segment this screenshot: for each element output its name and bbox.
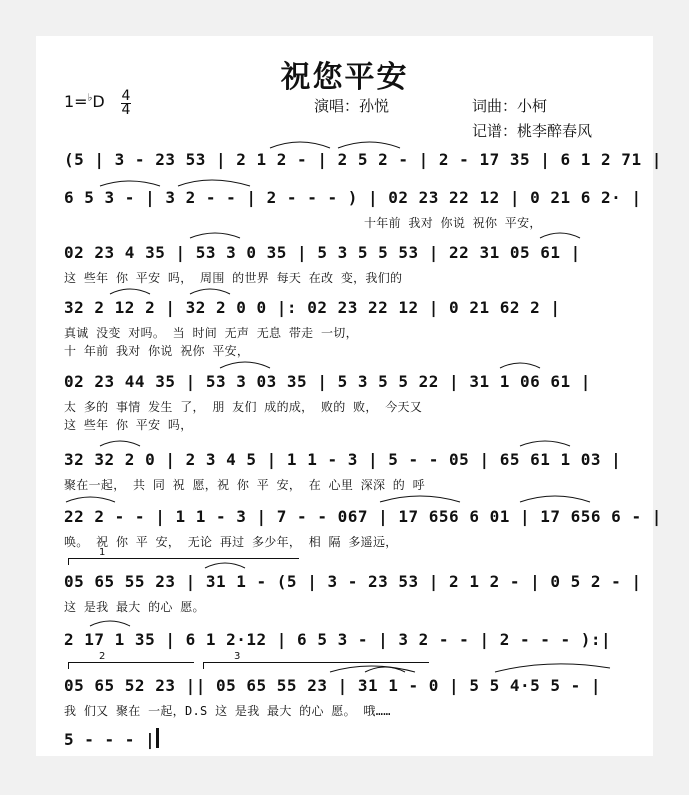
- slur-mark: [190, 289, 230, 294]
- flat-sign: ♭: [87, 92, 93, 104]
- time-signature-top: 4: [121, 88, 131, 104]
- slur-mark: [500, 363, 540, 368]
- notation-row-10: 05 65 52 23 || 05 65 55 23 | 31 1 - 0 | 5 5 4·5 5 - |: [64, 676, 602, 695]
- slur-mark: [495, 664, 610, 672]
- slur-mark: [540, 233, 580, 238]
- notation-row-7: 22 2 - - | 1 1 - 3 | 7 - - 067 | 17 656 6 01 | 17 656 6 - |: [64, 507, 662, 526]
- notation-row-6: 32 32 2 0 | 2 3 4 5 | 1 1 - 3 | 5 - - 05 | 65 61 1 03 |: [64, 450, 622, 469]
- key-note: D: [92, 92, 105, 111]
- lyric-row-6: 聚在一起， 共 同 祝 愿，祝 你 平 安， 在 心里 深深 的 呼: [64, 478, 425, 492]
- slur-mark: [220, 362, 270, 368]
- lyric-row-7: 唤。 祝 你 平 安， 无论 再过 多少年， 相 隔 多遥远，: [64, 535, 398, 549]
- notation-row-9: 2 17 1 35 | 6 1 2·12 | 6 5 3 - | 3 2 - - | 2 - - - ):|: [64, 630, 612, 649]
- lyric-row-8: 这 是我 最大 的心 愿。: [64, 600, 205, 614]
- notation-row-4: 32 2 12 2 | 32 2 0 0 |: 02 23 22 12 | 0 21 62 2 |: [64, 298, 561, 317]
- notation-row-3: 02 23 4 35 | 53 3 0 35 | 5 3 5 5 53 | 22 31 05 61 |: [64, 243, 581, 262]
- notation-row-11: 5 - - - |: [64, 730, 156, 749]
- slur-mark: [90, 621, 130, 626]
- slur-mark: [66, 497, 115, 502]
- slur-mark: [520, 496, 590, 502]
- key-prefix: 1=: [64, 92, 88, 111]
- slur-mark: [365, 667, 405, 672]
- slur-mark: [110, 289, 150, 294]
- lyric-row-4a: 真诚 没变 对吗。 当 时间 无声 无息 带走 一切，: [64, 326, 358, 340]
- lyric-row-5a: 太 多的 事情 发生 了， 朋 友们 成的成， 败的 败， 今天又: [64, 400, 423, 414]
- slur-mark: [100, 441, 140, 446]
- notation-row-2: 6 5 3 - | 3 2 - - | 2 - - - ) | 02 23 22 12 | 0 21 6 2· |: [64, 188, 642, 207]
- time-signature-bottom: 4: [121, 102, 131, 118]
- composer-credit: 词曲：小柯: [472, 97, 548, 115]
- transcriber-credit: 记谱：桃李醉春风: [472, 122, 593, 140]
- lyric-row-4b: 十 年前 我对 你说 祝你 平安，: [64, 344, 250, 358]
- slur-mark: [190, 233, 240, 238]
- slur-mark: [380, 496, 460, 502]
- slur-mark: [520, 441, 570, 446]
- slur-mark: [205, 563, 245, 568]
- singer-credit: 演唱：孙悦: [314, 97, 390, 115]
- slur-mark: [100, 181, 160, 186]
- volta-3-number: 3: [234, 651, 241, 662]
- song-title: 祝您平安: [280, 60, 409, 95]
- notation-row-8: 05 65 55 23 | 31 1 - (5 | 3 - 23 53 | 2 1 2 - | 0 5 2 - |: [64, 572, 642, 591]
- slur-mark: [270, 142, 330, 148]
- lyric-row-10: 我 们又 聚在 一起，D.S 这 是我 最大 的心 愿。 哦……: [64, 704, 391, 718]
- notation-row-5: 02 23 44 35 | 53 3 03 35 | 5 3 5 5 22 | 31 1 06 61 |: [64, 372, 591, 391]
- volta-2-number: 2: [99, 651, 106, 662]
- slur-mark: [178, 180, 250, 186]
- slur-mark: [338, 142, 400, 148]
- lyric-row-3: 这 些年 你 平安 吗， 周围 的世界 每天 在改 变，我们的: [64, 271, 403, 285]
- notation-row-1: (5 | 3 - 23 53 | 2 1 2 - | 2 5 2 - | 2 - 17 35 | 6 1 2 71 |: [64, 150, 662, 169]
- lyric-row-5b: 这 些年 你 平安 吗，: [64, 418, 193, 432]
- volta-1-number: 1: [99, 547, 106, 558]
- lyric-row-2: 十年前 我对 你说 祝你 平安，: [364, 216, 542, 230]
